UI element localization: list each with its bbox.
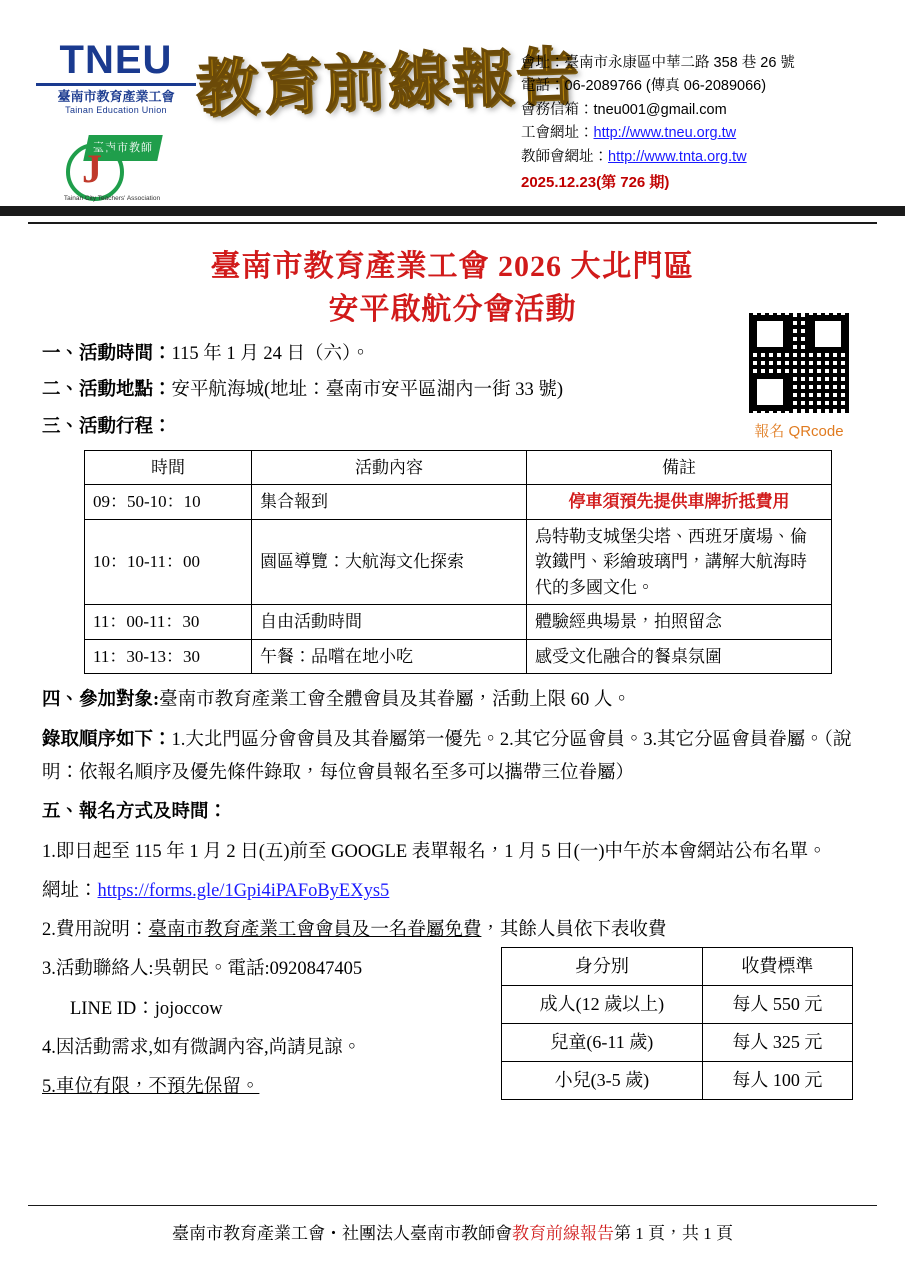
contact-address: 會址：臺南市永康區中華二路 358 巷 26 號	[521, 55, 795, 71]
contact-website-row	[521, 122, 881, 145]
col-note: 備註	[527, 450, 832, 485]
table-row	[85, 639, 832, 674]
fee-note-suffix: ，其餘人員依下表收費	[481, 920, 667, 941]
fee-header-row	[502, 948, 853, 986]
contact-phone: 電話：06-2089766 (傳真 06-2089066)	[521, 78, 767, 95]
fee-note-underlined: 臺南市教育產業工會會員及一名眷屬免費	[148, 920, 482, 941]
cell-note: 烏特勒支城堡尖塔、西班牙廣場、倫敦鐵門、彩繪玻璃門，講解大航海時代的多國文化。	[527, 519, 832, 605]
tneu-acronym: TNEU	[59, 38, 173, 82]
registration-item-2	[42, 914, 863, 947]
logo-divider	[36, 83, 196, 86]
fee-cell-price: 每人 325 元	[702, 1024, 852, 1062]
registration-url-label: 網址：	[42, 880, 98, 901]
fee-cell-type: 小兒(3-5 歲)	[502, 1062, 703, 1100]
tneu-name-en: Tainan Education Union	[65, 105, 167, 116]
activity-place-row	[42, 373, 863, 407]
participants-row	[42, 684, 863, 717]
cell-activity: 集合報到	[252, 485, 527, 520]
qr-finder-icon	[751, 373, 789, 411]
col-activity: 活動內容	[252, 450, 527, 485]
footer-divider	[28, 1205, 877, 1207]
participants-value: 臺南市教育產業工會全體會員及其眷屬，活動上限 60 人。	[159, 690, 631, 711]
footer-highlight: 教育前線報告	[512, 1224, 614, 1243]
contact-email: 會務信箱：tneu001@gmail.com	[521, 101, 727, 118]
schedule-table	[84, 450, 832, 675]
tneu-logo	[36, 40, 196, 116]
contact-block	[521, 52, 881, 196]
registration-item-1: 1.即日起至 115 年 1 月 2 日(五)前至 GOOGLE 表單報名，1 月 5 日(一)中午於本會網站公布名單。	[42, 841, 827, 862]
order-row	[42, 724, 863, 791]
fee-table	[501, 947, 853, 1100]
cell-activity: 午餐：品嚐在地小吃	[252, 639, 527, 674]
fee-note-prefix: 2.費用說明：	[42, 920, 149, 941]
registration-item-5-text: 5.車位有限，不預先保留。	[42, 1077, 260, 1098]
assoc-banner-label: 臺南市教師	[93, 142, 153, 154]
activity-place-value: 安平航海城(地址：臺南市安平區湖內一街 33 號)	[171, 380, 564, 401]
registration-line-id: LINE ID：jojoccow	[70, 998, 223, 1019]
tneu-name-cn: 臺南市教育產業工會	[57, 89, 175, 104]
footer-prefix: 臺南市教育產業工會・社團法人臺南市教師會	[172, 1224, 512, 1243]
page-title-line1: 臺南市教育產業工會 2026 大北門區	[210, 250, 695, 283]
col-time: 時間	[85, 450, 252, 485]
registration-item-3: 3.活動聯絡人:吳朝民。電話:0920847405	[42, 959, 363, 980]
fee-cell-type: 兒童(6-11 歲)	[502, 1024, 703, 1062]
teachers-association-logo	[52, 135, 172, 203]
activity-time-value: 115 年 1 月 24 日（六）。	[171, 344, 370, 365]
fee-cell-price: 每人 100 元	[702, 1062, 852, 1100]
participants-label: 四、參加對象:	[42, 690, 160, 711]
contact-assoc-website-row	[521, 146, 881, 169]
fee-row	[502, 1062, 853, 1100]
fee-row	[502, 986, 853, 1024]
header-divider-thick	[0, 206, 905, 216]
registration-item-4: 4.因活動需求,如有微調內容,尚請見諒。	[42, 1038, 362, 1059]
cell-activity: 自由活動時間	[252, 605, 527, 640]
cell-note: 停車須預先提供車牌折抵費用	[527, 485, 832, 520]
fee-col-type: 身分別	[502, 948, 703, 986]
fee-col-price: 收費標準	[702, 948, 852, 986]
activity-time-label: 一、活動時間：	[42, 344, 172, 365]
table-row	[85, 519, 832, 605]
order-value: 1.大北門區分會會員及其眷屬第一優先。2.其它分區會員。3.其它分區會員眷屬。（說明：依報名順序及優先條件錄取，每位會員報名至多可以攜帶三位眷屬）	[42, 729, 852, 783]
contact-assoc-website-link[interactable]: http://www.tnta.org.tw	[608, 148, 747, 165]
fee-section	[42, 953, 863, 1104]
fee-cell-type: 成人(12 歲以上)	[502, 986, 703, 1024]
contact-assoc-website-label: 教師會網址：	[521, 148, 608, 165]
document-header	[0, 0, 905, 208]
page-title	[42, 246, 863, 331]
registration-form-link[interactable]: https://forms.gle/1Gpi4iPAFoByEXys5	[97, 880, 390, 901]
cell-time: 10：10-11：00	[85, 519, 252, 605]
cell-time: 11：00-11：30	[85, 605, 252, 640]
header-divider-thin	[28, 222, 877, 224]
assoc-name-en: Tainan City Teachers' Association	[63, 195, 161, 202]
fee-row	[502, 1024, 853, 1062]
issue-number: 2025.12.23(第 726 期)	[521, 174, 670, 192]
cell-note: 感受文化融合的餐桌氛圍	[527, 639, 832, 674]
contact-website-link[interactable]: http://www.tneu.org.tw	[593, 125, 737, 142]
qrcode-label: 報名 QRcode	[754, 423, 844, 440]
registration-heading-label: 五、報名方式及時間：	[42, 802, 228, 823]
cell-time: 09：50-10：10	[85, 485, 252, 520]
fee-cell-price: 每人 550 元	[702, 986, 852, 1024]
cell-activity: 園區導覽：大航海文化探索	[252, 519, 527, 605]
document-body	[0, 232, 905, 1111]
activity-time-row	[42, 337, 863, 371]
order-label: 錄取順序如下：	[42, 729, 172, 750]
cell-time: 11：30-13：30	[85, 639, 252, 674]
contact-website-label: 工會網址：	[521, 125, 594, 142]
assoc-letter: J	[82, 146, 102, 191]
activity-place-label: 二、活動地點：	[42, 380, 172, 401]
registration-qr-code[interactable]	[746, 310, 852, 416]
table-row	[85, 605, 832, 640]
registration-heading	[42, 796, 863, 829]
table-header-row	[85, 450, 832, 485]
page-title-line2: 安平啟航分會活動	[328, 292, 577, 326]
schedule-label: 三、活動行程：	[42, 416, 172, 437]
footer-suffix: 第 1 頁，共 1 頁	[614, 1224, 733, 1243]
schedule-heading	[42, 410, 863, 444]
document-footer	[0, 1219, 905, 1244]
registration-url-row	[42, 875, 863, 908]
cell-note: 體驗經典場景，拍照留念	[527, 605, 832, 640]
masthead-title: 教育前線報告	[194, 42, 582, 125]
table-row	[85, 485, 832, 520]
qrcode-block	[745, 310, 853, 441]
